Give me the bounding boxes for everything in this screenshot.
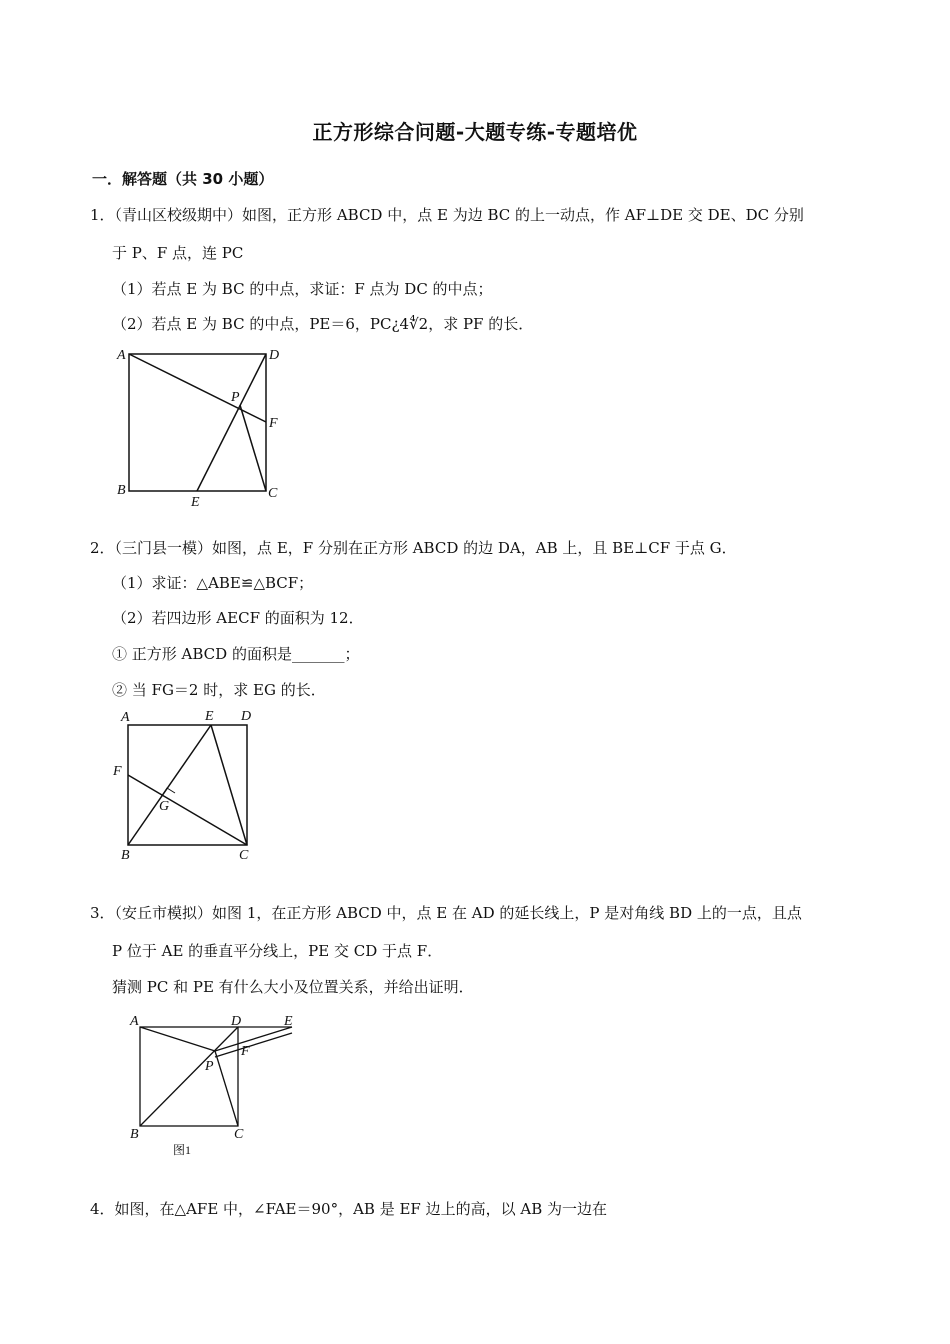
- label-c: C: [239, 848, 249, 863]
- label-a: A: [117, 348, 126, 363]
- label-a: A: [121, 710, 130, 725]
- label-p: P: [231, 390, 240, 405]
- page-title: 正方形综合问题-大题专练-专题培优: [312, 120, 638, 144]
- problem-3-figure: [125, 1010, 305, 1160]
- label-c: C: [268, 486, 278, 501]
- problem-2-line-5: ② 当 FG＝2 时，求 EG 的长．: [112, 681, 326, 699]
- problem-3-line-1: 3．（安丘市模拟）如图 1，在正方形 ABCD 中，点 E 在 AD 的延长线上，P 是对角线 BD 上的一点，且点: [90, 904, 802, 922]
- problem-3-line-3: 猜测 PC 和 PE 有什么大小及位置关系，并给出证明．: [112, 978, 474, 996]
- problem-1-line-4: （2）若点 E 为 BC 的中点，PE＝6，PC¿4∜2，求 PF 的长．: [112, 315, 534, 333]
- label-a: A: [130, 1014, 139, 1029]
- problem-2-line-2: （1）求证：△ABE≌△BCF；: [112, 574, 314, 592]
- problem-4-line-1: 4．如图，在△AFE 中，∠FAE＝90°，AB 是 EF 边上的高，以 AB 为一边在: [90, 1200, 607, 1218]
- label-b: B: [117, 483, 126, 498]
- label-f: F: [269, 416, 278, 431]
- label-f: F: [113, 764, 122, 779]
- problem-3-line-2: P 位于 AE 的垂直平分线上，PE 交 CD 于点 F．: [112, 942, 443, 960]
- segment-pc: [215, 1051, 238, 1126]
- label-b: B: [130, 1127, 139, 1142]
- label-f: F: [241, 1044, 250, 1059]
- label-b: B: [121, 848, 130, 863]
- problem-2-figure: [108, 704, 268, 866]
- problem-2-line-3: （2）若四边形 AECF 的面积为 12．: [112, 609, 364, 627]
- problem-1-line-2: 于 P、F 点，连 PC: [112, 244, 244, 262]
- segment-ap: [140, 1027, 215, 1051]
- problem-2-line-4: ① 正方形 ABCD 的面积是_______；: [112, 645, 360, 663]
- label-d: D: [241, 709, 252, 724]
- segment-af: [129, 354, 266, 422]
- problem-1-line-3: （1）若点 E 为 BC 的中点，求证：F 点为 DC 的中点；: [112, 280, 493, 298]
- label-g: G: [159, 799, 170, 814]
- label-c: C: [234, 1127, 244, 1142]
- segment-pc: [240, 405, 266, 491]
- segment-de: [197, 354, 266, 491]
- label-e: E: [191, 495, 200, 510]
- segment-pe-double: [215, 1033, 292, 1057]
- label-p: P: [205, 1059, 214, 1074]
- segment-be: [128, 725, 211, 845]
- label-d: D: [269, 348, 280, 363]
- problem-1-figure: [110, 340, 300, 512]
- problem-1-line-1: 1．（青山区校级期中）如图，正方形 ABCD 中，点 E 为边 BC 的上一动点，作 AF⊥DE 交 DE、DC 分别: [90, 206, 804, 224]
- label-e: E: [205, 709, 214, 724]
- problem-2-line-1: 2．（三门县一模）如图，点 E，F 分别在正方形 ABCD 的边 DA，AB 上，且 BE⊥CF 于点 G．: [90, 539, 737, 557]
- section-heading: 一．解答题（共 30 小题）: [92, 170, 274, 188]
- label-e: E: [284, 1014, 293, 1029]
- label-d: D: [231, 1014, 242, 1029]
- figure-caption: 图1: [173, 1143, 192, 1157]
